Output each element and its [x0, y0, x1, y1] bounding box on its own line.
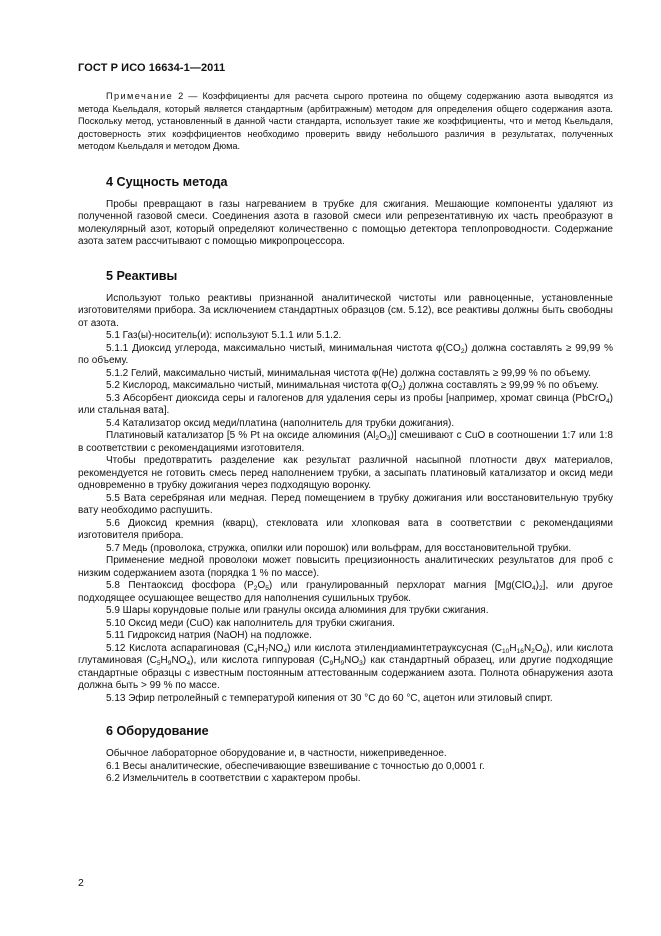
item-5-10: 5.10 Оксид меди (CuO) как наполнитель для трубки сжигания. — [106, 617, 395, 629]
note-2 — [78, 90, 613, 153]
item-5-11: 5.11 Гидроксид натрия (NaOH) на подложке. — [106, 630, 312, 642]
item-5-1: 5.1 Газ(ы)-носитель(и): используют 5.1.1 или 5.1.2. — [106, 330, 342, 342]
item-5-4: 5.4 Катализатор оксид меди/платина (наполнитель для трубки дожигания). — [106, 417, 455, 429]
section-6-title: 6 Оборудование — [106, 724, 209, 739]
page-content — [78, 90, 613, 786]
section-5-intro: Используют только реактивы признанной аналитической чистоты или равноценные, установленные изготовителями прибора. За исключением стандартных образцов (см. 5.12), все реактивы должны быть свободны от азота. — [78, 292, 613, 329]
item-6-1: 6.1 Весы аналитические, обеспечивающие взвешивание с точностью до 0,0001 г. — [106, 760, 485, 772]
section-5-title: 5 Реактивы — [106, 268, 178, 283]
item-5-7: 5.7 Медь (проволока, стружка, опилки или порошок) или вольфрам, для восстановительной трубки. — [106, 542, 572, 554]
document-header: ГОСТ Р ИСО 16634-1—2011 — [78, 62, 226, 74]
item-5-9: 5.9 Шары корундовые полые или гранулы оксида алюминия для трубки сжигания. — [106, 605, 489, 617]
item-5-6: 5.6 Диоксид кремния (кварц), стекловата или хлопковая вата в соответствии с рекомендациями изготовителя прибора. — [78, 517, 613, 542]
section-6-intro: Обычное лабораторное оборудование и, в частности, нижеприведенное. — [106, 748, 447, 760]
item-5-7-note: Применение медной проволоки может повысить прецизионность аналитических результатов для проб с низким содержанием азота (порядка 1 % по массе). — [78, 555, 613, 579]
item-6-2: 6.2 Измельчитель в соответствии с характером пробы. — [106, 773, 361, 785]
item-5-1-2: 5.1.2 Гелий, максимально чистый, минимальная чистота φ(He) должна составлять ≥ 99,99 % по объему. — [106, 367, 591, 379]
page-number: 2 — [78, 877, 84, 889]
item-5-12: 5.12 Кислота аспарагиновая $(C_4H_7NO_4)$ или кислота этилендиаминтетрауксусная $(C_{10}H_{16}N_2O_8)$, или кислота глутаминовая $(C_5H_9NO_4)$, или кислота гиппуровая $(C_9H_9NO_3)$ как стандартный образец, или другие подходящие стандартные образцы с известным постоянным аттестованным содержанием азота. Полнота обнаружения азота должна быть > 99 % по массе. — [78, 642, 614, 692]
note-label: Примечание — [106, 91, 174, 101]
note-text: 2 — Коэффициенты для расчета сырого протеина по общему содержанию азота выводятся из метода Кьельдаля, который является стандартным (арбитражным) методом для определения общего содержания азота. Поскольку метод, установленный в данной части стандарта, использует такие же коэффициенты, что и метод Кьельдаля, достоверность этих коэффициентов необходимо проверить ввиду небольшого различия в результатах, полученных методом Кьельдаля и методом Дюма. — [78, 91, 613, 152]
item-5-4-platinum: Платиновый катализатор [5 % Pt на оксиде алюминия $(Al_2O_3)$] смешивают с CuO в соотношении 1:7 или 1:8 в соответствии с рекомендациями изготовителя. — [78, 430, 613, 454]
item-5-8: 5.8 Пентаоксид фосфора $(P_2O_5)$ или гранулированный перхлорат магния $[Mg(ClO_4)_2]$, или другое подходящее осушающее вещество для наполнения сушильных трубок. — [78, 580, 613, 604]
section-4-title: 4 Сущность метода — [106, 174, 228, 189]
item-5-2: 5.2 Кислород, максимально чистый, минимальная чистота $\varphi(O_2)$ должна составлять ≥ 99,99 % по объему. — [106, 380, 599, 393]
item-5-1-1: 5.1.1 Диоксид углерода, максимально чистый, минимальная чистота $\varphi(CO_2)$ должна составлять ≥ 99,99 % по объему. — [78, 342, 613, 367]
section-4-paragraph: Пробы превращают в газы нагреванием в трубке для сжигания. Мешающие компоненты удаляют из полученной газовой смеси. Соединения азота в газовой смеси или репрезентативную их часть преобразуют в молекулярный азот, который определяют количественно с помощью детектора теплопроводности. Содержание азота затем рассчитывают с помощью микропроцессора. — [78, 198, 613, 248]
item-5-4-mixing: Чтобы предотвратить разделение как результат различной насыпной плотности двух материалов, рекомендуется не готовить смесь перед наполнением трубки, а засыпать платиновый катализатор и оксид меди одновременно в трубку дожигания через подходящую воронку. — [78, 455, 613, 492]
item-5-3: 5.3 Абсорбент диоксида серы и галогенов для удаления серы из пробы [например, хромат свинца (PbCrO$_4$) или стальная вата]. — [78, 392, 613, 417]
item-5-13: 5.13 Эфир петролейный с температурой кипения от 30 °С до 60 °С, ацетон или этиловый спирт. — [106, 692, 553, 704]
item-5-5: 5.5 Вата серебряная или медная. Перед помещением в трубку дожигания или восстановительную трубку вату необходимо распушить. — [78, 492, 613, 517]
